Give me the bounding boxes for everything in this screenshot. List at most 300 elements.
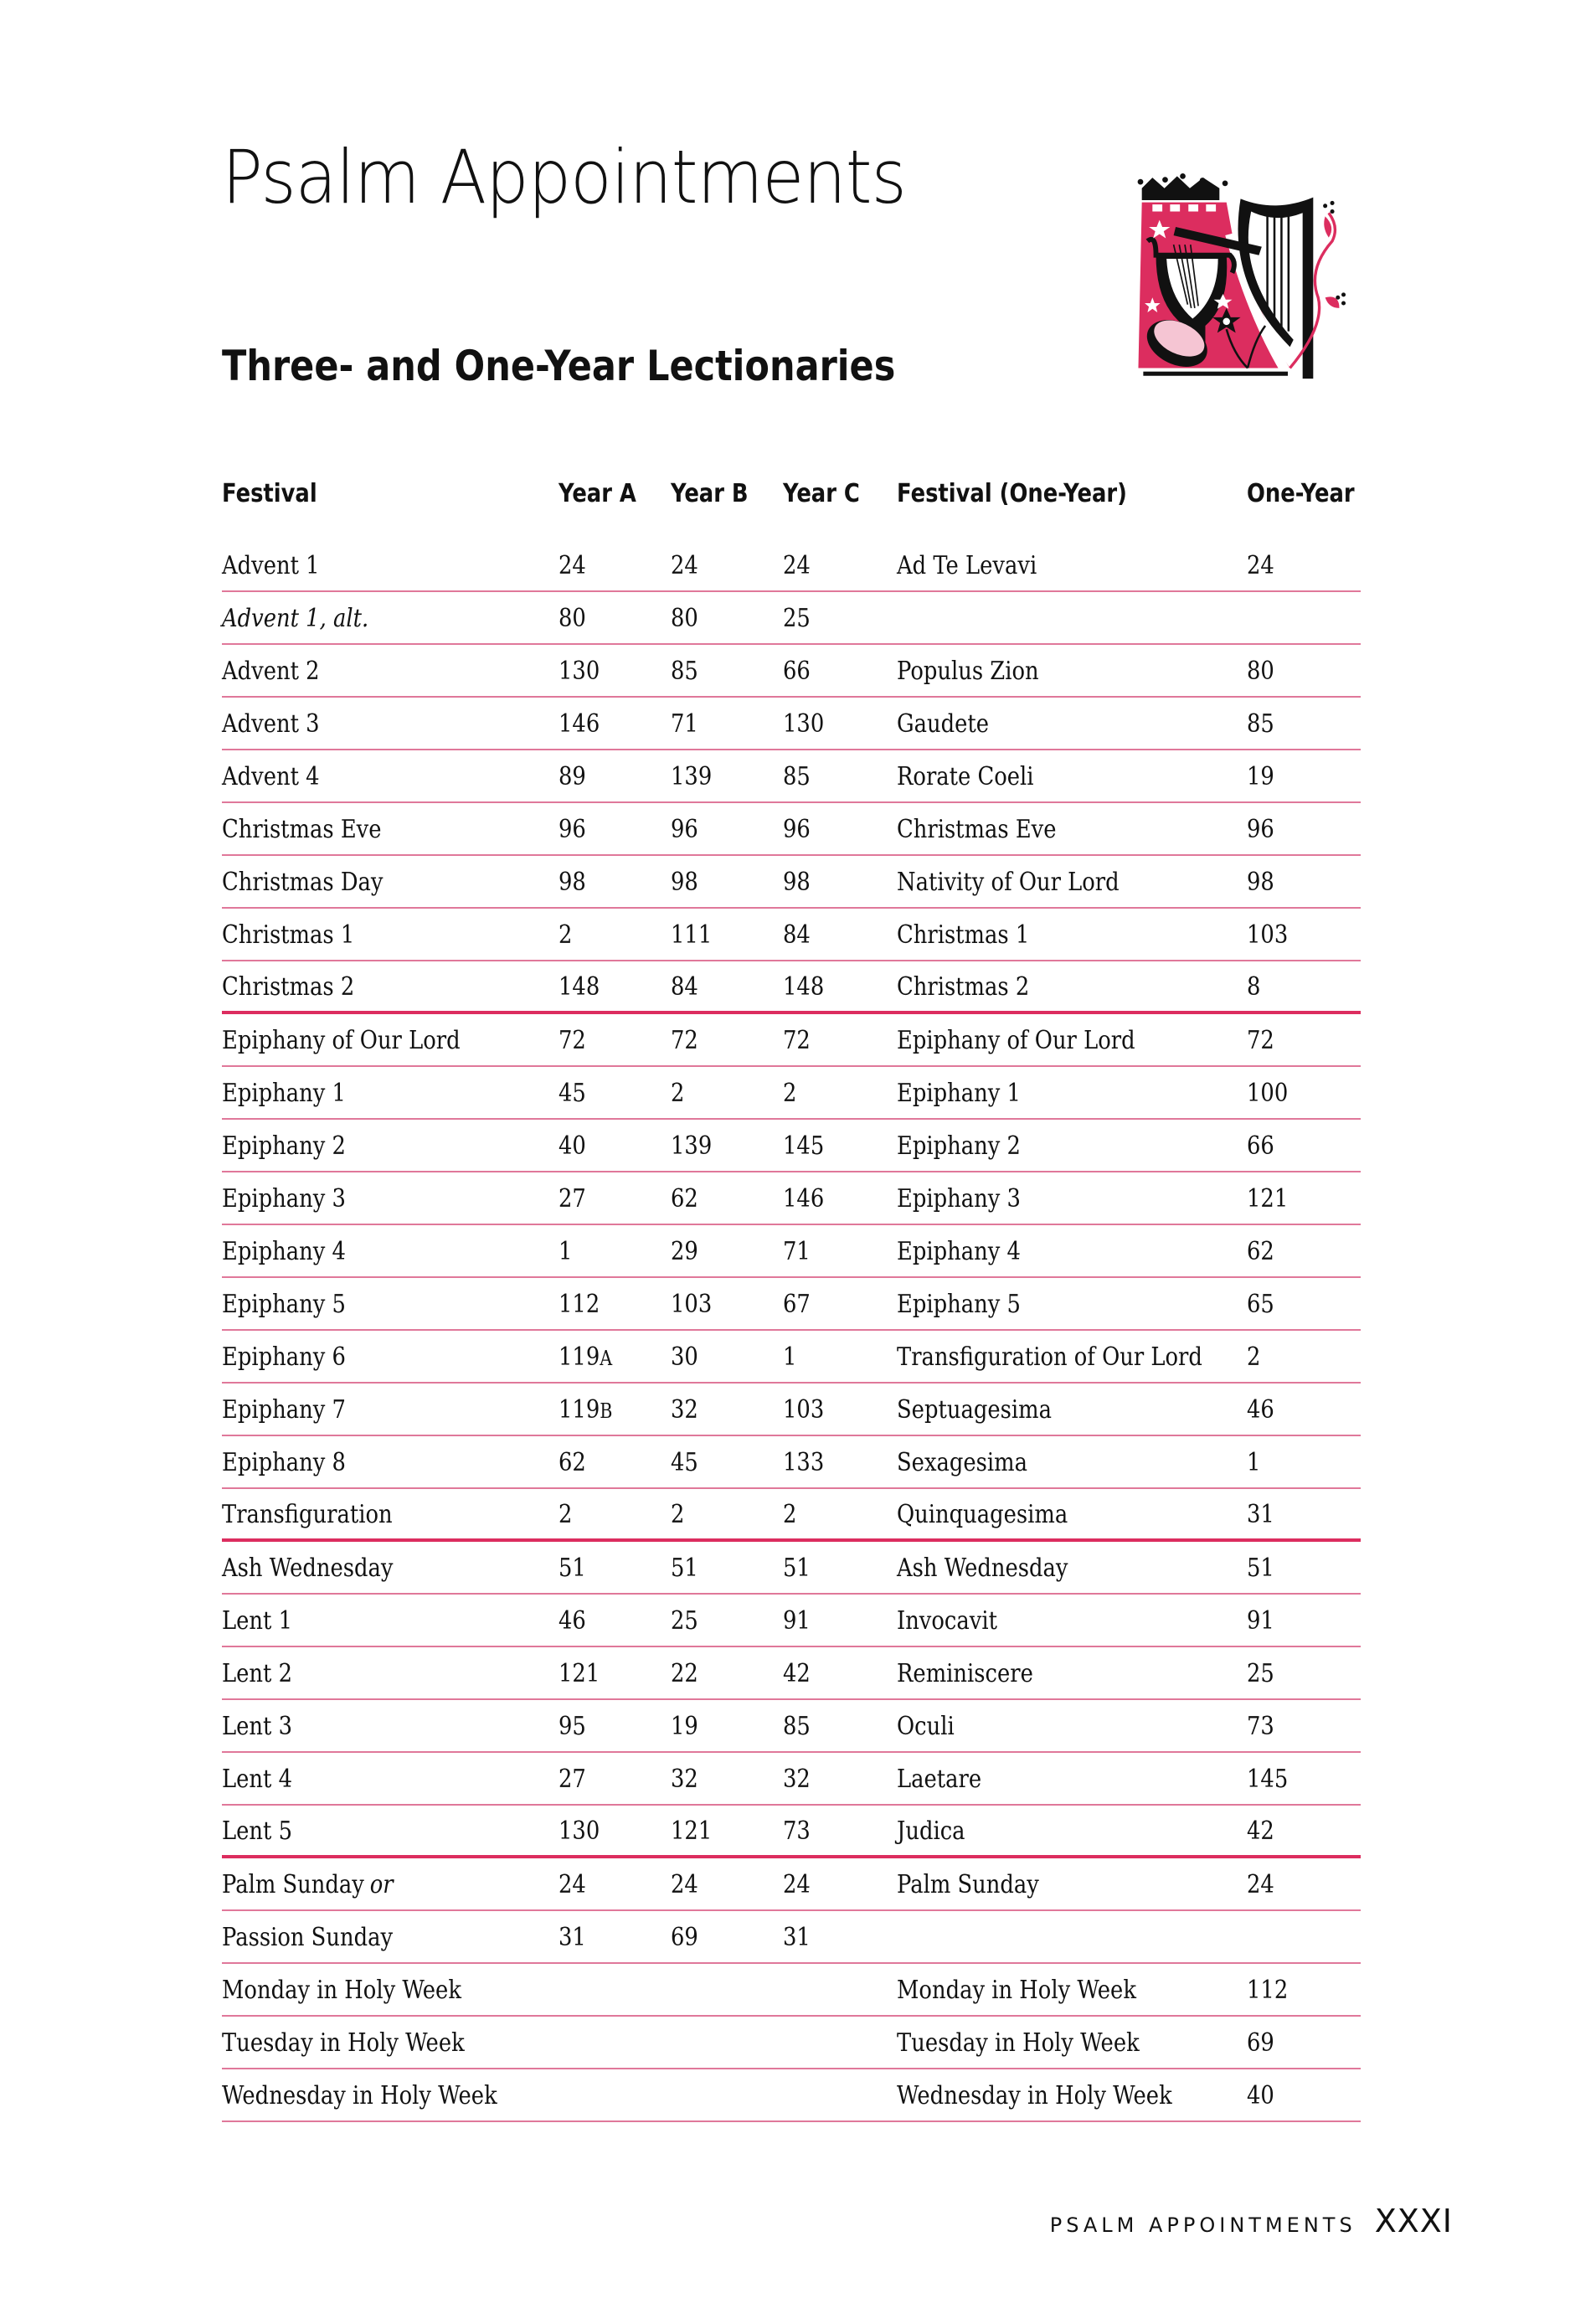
one-year-festival-cell: [897, 617, 1197, 619]
year-b-cell: [671, 655, 767, 686]
year-c-cell: [783, 1077, 881, 1108]
year-a-cell-text: 40: [559, 1131, 586, 1161]
one-year-festival-cell: [897, 1288, 1197, 1319]
header-festival-one-year: Festival (One-Year): [897, 478, 1127, 508]
festival-cell: [222, 760, 512, 791]
year-b-cell-text: 62: [671, 1184, 698, 1214]
year-a-cell: [559, 1341, 655, 1372]
one-year-cell-text: 91: [1247, 1606, 1274, 1636]
one-year-cell-text: 2: [1247, 1342, 1261, 1372]
one-year-festival-cell: [897, 1183, 1197, 1214]
one-year-cell-text: 8: [1247, 972, 1261, 1002]
year-b-cell: [671, 1341, 767, 1372]
festival-cell: [222, 1815, 512, 1846]
one-year-cell: [1247, 1394, 1345, 1425]
header-year-b: Year B: [671, 478, 749, 508]
year-b-cell-text: 32: [671, 1395, 698, 1425]
year-a-cell-text: 62: [559, 1448, 586, 1477]
year-b-cell-text: 84: [671, 972, 698, 1002]
year-a-cell: [559, 1710, 655, 1741]
festival-cell: [222, 813, 512, 844]
festival-cell: [222, 2079, 512, 2110]
year-b-cell: [671, 866, 767, 897]
table-row: [222, 1911, 1361, 1964]
year-b-cell: [671, 1763, 767, 1794]
year-b-cell-text: 72: [671, 1026, 698, 1055]
year-a-cell-text: 72: [559, 1026, 586, 1055]
one-year-festival-cell-text: Populus Zion: [897, 657, 1039, 686]
festival-cell: [222, 1710, 512, 1741]
one-year-cell: [1247, 1936, 1345, 1938]
one-year-cell: [1247, 1446, 1345, 1477]
year-c-cell: [783, 1183, 881, 1214]
one-year-festival-cell: [897, 813, 1197, 844]
year-c-cell-text: 42: [783, 1659, 811, 1688]
year-b-cell-text: 98: [671, 868, 698, 897]
year-b-cell-text: 69: [671, 1923, 698, 1952]
year-b-cell-text: 45: [671, 1448, 698, 1477]
year-b-cell: [671, 971, 767, 1002]
year-c-cell: [783, 2042, 881, 2043]
page-title: Psalm Appointments: [222, 134, 906, 220]
year-b-cell: [671, 1921, 767, 1952]
festival-cell-text: Christmas 1: [222, 920, 355, 950]
festival-cell-text: Epiphany 5: [222, 1290, 346, 1319]
year-c-cell-text: 103: [783, 1395, 825, 1425]
year-b-cell: [671, 602, 767, 633]
table-row: [222, 750, 1361, 803]
header-festival: Festival: [222, 478, 317, 508]
year-b-cell: [671, 1288, 767, 1319]
festival-cell: [222, 1552, 512, 1583]
year-c-cell-text: 91: [783, 1606, 811, 1636]
year-a-cell-text: 27: [559, 1765, 586, 1794]
year-c-cell-text: 84: [783, 920, 811, 950]
festival-cell-text: Lent 5: [222, 1816, 293, 1846]
year-a-cell-text: 24: [559, 551, 586, 580]
year-a-cell-text: 146: [559, 709, 600, 739]
festival-cell-text: Passion Sunday: [222, 1923, 394, 1952]
festival-cell-text: Epiphany 6: [222, 1342, 346, 1372]
year-c-cell-text: 96: [783, 815, 811, 844]
table-row: [222, 539, 1361, 592]
one-year-cell: [1247, 1341, 1345, 1372]
one-year-festival-cell: [897, 1936, 1197, 1938]
year-a-cell: [559, 655, 655, 686]
year-a-cell: [559, 1763, 655, 1794]
one-year-cell: [1247, 549, 1345, 580]
one-year-cell-text: 42: [1247, 1816, 1274, 1846]
one-year-cell-text: 62: [1247, 1237, 1274, 1266]
table-body: [222, 539, 1361, 2122]
one-year-cell: [1247, 2079, 1345, 2110]
one-year-cell: [1247, 2027, 1345, 2058]
one-year-festival-cell-text: Rorate Coeli: [897, 762, 1034, 791]
table-row: [222, 2017, 1361, 2069]
year-c-cell-text: 66: [783, 657, 811, 686]
year-c-cell: [783, 1921, 881, 1952]
section-subtitle: Three- and One-Year Lectionaries: [222, 342, 896, 390]
festival-cell-text: Epiphany 8: [222, 1448, 346, 1477]
year-c-cell-text: 72: [783, 1026, 811, 1055]
year-a-cell: [559, 1077, 655, 1108]
year-c-cell-text: 146: [783, 1184, 825, 1214]
one-year-cell-text: 31: [1247, 1500, 1274, 1529]
one-year-cell-text: 85: [1247, 709, 1274, 739]
year-c-cell: [783, 1552, 881, 1583]
one-year-festival-cell-text: Christmas Eve: [897, 815, 1057, 844]
one-year-festival-cell-text: Transfiguration of Our Lord: [897, 1342, 1202, 1372]
festival-cell-text: Tuesday in Holy Week: [222, 2028, 465, 2058]
year-a-cell: [559, 1235, 655, 1266]
one-year-festival-cell-text: Judica: [897, 1816, 965, 1846]
festival-cell-text: Lent 1: [222, 1606, 293, 1636]
year-b-cell: [671, 1024, 767, 1055]
year-b-cell: [671, 1394, 767, 1425]
one-year-festival-cell: [897, 1710, 1197, 1741]
header-one-year: One-Year: [1247, 478, 1355, 508]
table-row: [222, 1331, 1361, 1384]
festival-cell-text: Ash Wednesday: [222, 1554, 394, 1583]
festival-cell-text: Lent 3: [222, 1712, 293, 1741]
one-year-festival-cell: [897, 760, 1197, 791]
festival-cell-text: Advent 3: [222, 709, 320, 739]
year-b-cell: [671, 1498, 767, 1529]
psalm-part-letter: A: [600, 1347, 613, 1370]
page-footer: [1050, 2203, 1453, 2239]
table-row: [222, 856, 1361, 909]
one-year-cell-text: 103: [1247, 920, 1289, 950]
year-c-cell: [783, 1763, 881, 1794]
one-year-festival-cell-text: Invocavit: [897, 1606, 997, 1636]
year-a-cell: [559, 2042, 655, 2043]
year-b-cell: [671, 2095, 767, 2096]
one-year-festival-cell-text: Ad Te Levavi: [897, 551, 1037, 580]
festival-cell: [222, 655, 512, 686]
year-c-cell-text: 145: [783, 1131, 825, 1161]
year-a-cell-text: 24: [559, 1870, 586, 1899]
table-row: [222, 1278, 1361, 1331]
header-year-c: Year C: [783, 478, 860, 508]
table-row: [222, 1964, 1361, 2017]
festival-cell-text: Lent 4: [222, 1765, 293, 1794]
festival-cell: [222, 708, 512, 739]
one-year-festival-cell-text: Quinquagesima: [897, 1500, 1068, 1529]
year-b-cell: [671, 1657, 767, 1688]
year-a-cell: [559, 1024, 655, 1055]
year-b-cell-text: 71: [671, 709, 698, 739]
festival-cell-text: Wednesday in Holy Week: [222, 2081, 497, 2110]
festival-cell: [222, 1657, 512, 1688]
festival-suffix: or: [369, 1870, 394, 1899]
year-b-cell: [671, 1552, 767, 1583]
year-a-cell: [559, 1868, 655, 1899]
year-c-cell-text: 2: [783, 1079, 797, 1108]
year-c-cell: [783, 1710, 881, 1741]
year-c-cell-text: 24: [783, 1870, 811, 1899]
year-c-cell-text: 32: [783, 1765, 811, 1794]
one-year-festival-cell: [897, 1498, 1197, 1529]
one-year-festival-cell: [897, 1605, 1197, 1636]
one-year-festival-cell: [897, 1235, 1197, 1266]
one-year-cell: [1247, 655, 1345, 686]
one-year-festival-cell: [897, 1763, 1197, 1794]
festival-cell-text: Christmas Eve: [222, 815, 382, 844]
year-c-cell: [783, 1657, 881, 1688]
table-row: [222, 803, 1361, 856]
year-a-cell: [559, 602, 655, 633]
festival-cell-text: Epiphany 2: [222, 1131, 346, 1161]
year-b-cell: [671, 1130, 767, 1161]
festival-cell-text: Epiphany 4: [222, 1237, 346, 1266]
one-year-cell-text: 40: [1247, 2081, 1274, 2110]
one-year-festival-cell: [897, 971, 1197, 1002]
festival-cell: [222, 602, 512, 633]
year-b-cell: [671, 1868, 767, 1899]
one-year-festival-cell-text: Epiphany 2: [897, 1131, 1021, 1161]
year-a-cell: [559, 813, 655, 844]
year-c-cell: [783, 1989, 881, 1991]
year-a-cell: [559, 708, 655, 739]
year-c-cell: [783, 866, 881, 897]
year-a-cell-text: 31: [559, 1923, 586, 1952]
table-row: [222, 1647, 1361, 1700]
year-b-cell-text: 19: [671, 1712, 698, 1741]
year-c-cell: [783, 1130, 881, 1161]
festival-cell-text: Epiphany 1: [222, 1079, 346, 1108]
one-year-cell: [1247, 760, 1345, 791]
year-b-cell-text: 2: [671, 1500, 685, 1529]
one-year-festival-cell-text: Epiphany 4: [897, 1237, 1021, 1266]
year-b-cell: [671, 1183, 767, 1214]
one-year-cell: [1247, 1183, 1345, 1214]
year-c-cell: [783, 1498, 881, 1529]
year-b-cell: [671, 760, 767, 791]
year-b-cell-text: 103: [671, 1290, 713, 1319]
year-a-cell-text: 80: [559, 604, 586, 633]
one-year-festival-cell: [897, 708, 1197, 739]
one-year-cell: [1247, 1498, 1345, 1529]
festival-cell-text: Transfiguration: [222, 1500, 393, 1529]
one-year-festival-cell-text: Epiphany 1: [897, 1079, 1021, 1108]
one-year-cell-text: 69: [1247, 2028, 1274, 2058]
table-row: [222, 698, 1361, 750]
year-b-cell-text: 29: [671, 1237, 698, 1266]
year-c-cell-text: 31: [783, 1923, 811, 1952]
one-year-festival-cell: [897, 2079, 1197, 2110]
year-a-cell: [559, 919, 655, 950]
year-c-cell-text: 130: [783, 709, 825, 739]
one-year-cell: [1247, 1710, 1345, 1741]
year-a-cell-text: 45: [559, 1079, 586, 1108]
year-c-cell: [783, 1815, 881, 1846]
one-year-festival-cell: [897, 1868, 1197, 1899]
festival-cell: [222, 1446, 512, 1477]
table-row: [222, 1384, 1361, 1436]
year-b-cell: [671, 1077, 767, 1108]
festival-cell: [222, 1974, 512, 2005]
one-year-festival-cell: [897, 1024, 1197, 1055]
year-a-cell-text: 2: [559, 920, 573, 950]
one-year-festival-cell: [897, 1974, 1197, 2005]
year-a-cell: [559, 1657, 655, 1688]
one-year-festival-cell-text: Epiphany 3: [897, 1184, 1021, 1214]
year-c-cell-text: 133: [783, 1448, 825, 1477]
festival-cell: [222, 1288, 512, 1319]
year-a-cell-text: 96: [559, 815, 586, 844]
one-year-festival-cell: [897, 1446, 1197, 1477]
year-b-cell: [671, 1815, 767, 1846]
year-a-cell: [559, 1815, 655, 1846]
year-b-cell: [671, 2042, 767, 2043]
psalm-appointments-table: [222, 459, 1361, 2122]
table-row: [222, 1542, 1361, 1595]
year-a-cell-text: 51: [559, 1554, 586, 1583]
table-row: [222, 645, 1361, 698]
one-year-festival-cell: [897, 1657, 1197, 1688]
year-c-cell-text: 25: [783, 604, 811, 633]
festival-cell: [222, 1868, 512, 1899]
year-a-cell: [559, 549, 655, 580]
one-year-cell-text: 80: [1247, 657, 1274, 686]
year-c-cell-text: 1: [783, 1342, 797, 1372]
year-c-cell-text: 73: [783, 1816, 811, 1846]
year-c-cell: [783, 2095, 881, 2096]
year-a-cell-text: 95: [559, 1712, 586, 1741]
one-year-cell-text: 66: [1247, 1131, 1274, 1161]
year-a-cell-text: 148: [559, 972, 600, 1002]
festival-cell-text: Epiphany of Our Lord: [222, 1026, 461, 1055]
year-a-cell: [559, 971, 655, 1002]
one-year-cell: [1247, 813, 1345, 844]
one-year-cell: [1247, 1605, 1345, 1636]
table-row: [222, 592, 1361, 645]
year-a-cell: [559, 1921, 655, 1952]
year-a-cell-text: 130: [559, 1816, 600, 1846]
one-year-festival-cell: [897, 2027, 1197, 2058]
one-year-cell: [1247, 1815, 1345, 1846]
year-c-cell-text: 148: [783, 972, 825, 1002]
table-row: [222, 1595, 1361, 1647]
festival-cell: [222, 1763, 512, 1794]
table-row: [222, 2069, 1361, 2122]
year-b-cell: [671, 1446, 767, 1477]
festival-cell-text: Advent 4: [222, 762, 320, 791]
one-year-cell: [1247, 919, 1345, 950]
festival-cell: [222, 1077, 512, 1108]
one-year-cell: [1247, 1288, 1345, 1319]
one-year-festival-cell-text: Palm Sunday: [897, 1870, 1039, 1899]
year-c-cell: [783, 602, 881, 633]
year-b-cell: [671, 1605, 767, 1636]
festival-cell: [222, 1394, 512, 1425]
year-c-cell-text: 67: [783, 1290, 811, 1319]
year-c-cell-text: 24: [783, 551, 811, 580]
year-c-cell: [783, 1288, 881, 1319]
year-a-cell: [559, 1394, 655, 1425]
one-year-cell-text: 24: [1247, 551, 1274, 580]
year-c-cell: [783, 1868, 881, 1899]
one-year-cell: [1247, 1552, 1345, 1583]
year-b-cell-text: 111: [671, 920, 713, 950]
table-row: [222, 1436, 1361, 1489]
one-year-festival-cell-text: Laetare: [897, 1765, 982, 1794]
page-number: XXXI: [1374, 2203, 1453, 2239]
one-year-festival-cell-text: Ash Wednesday: [897, 1554, 1068, 1583]
festival-cell: [222, 2027, 512, 2058]
year-b-cell-text: 85: [671, 657, 698, 686]
one-year-cell-text: 46: [1247, 1395, 1274, 1425]
one-year-festival-cell: [897, 1552, 1197, 1583]
festival-cell: [222, 1024, 512, 1055]
table-row: [222, 1806, 1361, 1858]
year-c-cell-text: 85: [783, 762, 811, 791]
year-a-cell-text: 130: [559, 657, 600, 686]
one-year-festival-cell: [897, 655, 1197, 686]
year-c-cell: [783, 708, 881, 739]
year-a-cell: [559, 1552, 655, 1583]
one-year-festival-cell: [897, 1341, 1202, 1372]
year-c-cell-text: 85: [783, 1712, 811, 1741]
year-b-cell-text: 32: [671, 1765, 698, 1794]
one-year-festival-cell-text: Gaudete: [897, 709, 990, 739]
one-year-festival-cell-text: Oculi: [897, 1712, 955, 1741]
festival-cell-text: Christmas 2: [222, 972, 355, 1002]
one-year-cell-text: 96: [1247, 815, 1274, 844]
one-year-festival-cell-text: Christmas 2: [897, 972, 1030, 1002]
harp-lyre-crown-icon: [1114, 151, 1382, 402]
festival-cell-text: Christmas Day: [222, 868, 383, 897]
year-c-cell: [783, 1024, 881, 1055]
year-b-cell-text: 80: [671, 604, 698, 633]
year-b-cell: [671, 1235, 767, 1266]
one-year-cell-text: 98: [1247, 868, 1274, 897]
festival-cell: [222, 866, 512, 897]
one-year-cell: [1247, 1657, 1345, 1688]
year-a-cell: [559, 760, 655, 791]
one-year-festival-cell-text: Reminiscere: [897, 1659, 1033, 1688]
table-row: [222, 1700, 1361, 1753]
one-year-cell-text: 19: [1247, 762, 1274, 791]
year-c-cell: [783, 1394, 881, 1425]
one-year-festival-cell-text: Nativity of Our Lord: [897, 868, 1120, 897]
festival-cell-text: Advent 1: [222, 551, 320, 580]
running-head: PSALM APPOINTMENTS: [1049, 2213, 1356, 2237]
psalm-part-letter: B: [600, 1399, 613, 1423]
year-b-cell-text: 30: [671, 1342, 698, 1372]
one-year-festival-cell: [897, 1815, 1197, 1846]
year-b-cell-text: 51: [671, 1554, 698, 1583]
festival-cell: [222, 919, 512, 950]
one-year-cell-text: 121: [1247, 1184, 1289, 1214]
year-b-cell-text: 139: [671, 762, 713, 791]
one-year-cell-text: 73: [1247, 1712, 1274, 1741]
year-b-cell: [671, 1710, 767, 1741]
year-b-cell: [671, 919, 767, 950]
table-header: [222, 459, 1361, 528]
one-year-festival-cell-text: Wednesday in Holy Week: [897, 2081, 1172, 2110]
year-c-cell: [783, 549, 881, 580]
year-c-cell: [783, 1341, 881, 1372]
year-a-cell-text: 27: [559, 1184, 586, 1214]
year-b-cell-text: 121: [671, 1816, 713, 1846]
one-year-festival-cell-text: Monday in Holy Week: [897, 1976, 1136, 2005]
one-year-festival-cell: [897, 1130, 1197, 1161]
year-a-cell: [559, 1446, 655, 1477]
one-year-cell-text: 100: [1247, 1079, 1289, 1108]
year-c-cell: [783, 813, 881, 844]
one-year-festival-cell: [897, 549, 1197, 580]
